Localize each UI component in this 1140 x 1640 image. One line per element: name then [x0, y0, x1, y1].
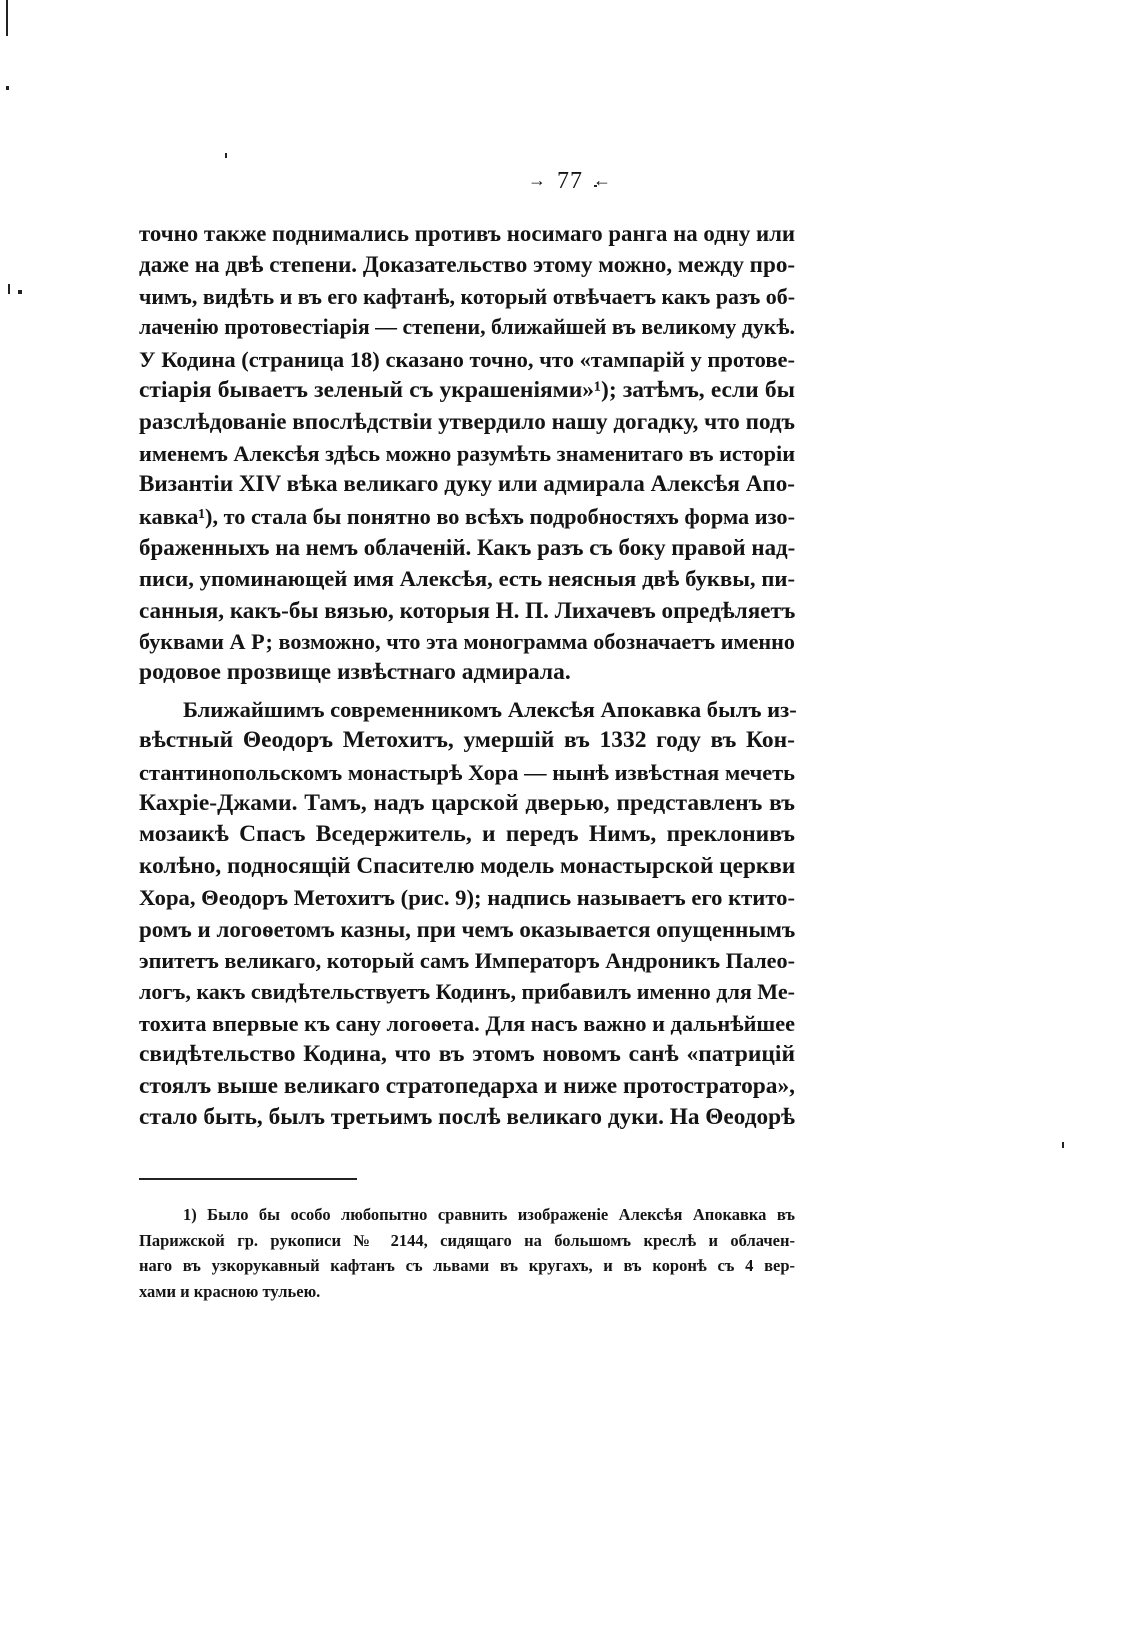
- text-line: кавка¹), то стала бы понятно во всѣхъ подробностяхъ форма изо-: [139, 503, 795, 529]
- scan-speck: [225, 153, 227, 158]
- scan-speck: [18, 290, 22, 294]
- text-line: санныя, какъ-бы вязью, которыя Н. П. Лихачевъ опредѣляетъ: [139, 596, 796, 623]
- text-line: чимъ, видѣть и въ его кафтанѣ, который отвѣчаетъ какъ разъ об-: [139, 283, 796, 309]
- scan-speck: [1062, 1142, 1064, 1148]
- paragraph: [139, 694, 795, 1133]
- header-left-ornament: →: [528, 170, 547, 190]
- text-line: писи, упоминающей имя Алексѣя, есть неясныя двѣ буквы, пи-: [139, 566, 795, 592]
- text-line: мозаикѣ Спасъ Вседержитель, и передъ Нимъ, преклонивъ: [139, 821, 795, 848]
- text-line: разслѣдованіе впослѣдствіи утвердило нашу догадку, что подъ: [139, 408, 795, 435]
- text-line: свидѣтельство Кодина, что въ этомъ новомъ санѣ «патрицій: [139, 1041, 795, 1068]
- footnote-line: Парижской гр. рукописи № 2144, сидящаго на большомъ креслѣ и облачен-: [139, 1230, 795, 1250]
- body-text: [139, 218, 795, 1133]
- text-line: Ближайшимъ современникомъ Алексѣя Апокавка былъ из-: [183, 696, 797, 722]
- text-line: стіарія бываетъ зеленый съ украшеніями»¹); затѣмъ, если бы: [139, 376, 795, 403]
- text-line: вѣстный Θеодоръ Метохитъ, умершій въ 1332 году въ Кон-: [139, 727, 795, 754]
- text-line: логъ, какъ свидѣтельствуетъ Кодинъ, прибавилъ именно для Ме-: [139, 979, 796, 1005]
- text-line: Византіи XIV вѣка великаго дуку или адмирала Алексѣя Апо-: [139, 471, 795, 498]
- paragraph: [139, 218, 795, 689]
- page-header: [0, 168, 1140, 195]
- scan-speck: [6, 86, 9, 90]
- footnote-line: хами и красною тульею.: [139, 1281, 321, 1301]
- text-line: буквами А Р; возможно, что эта монограмма обозначаетъ именно: [139, 629, 795, 655]
- footnote-line: 1) Было бы особо любопытно сравнить изображеніе Алексѣя Апокавка въ: [183, 1205, 795, 1224]
- text-line: эпитетъ великаго, который самъ Императоръ Андроникъ Палео-: [139, 947, 795, 973]
- text-line: У Кодина (страница 18) сказано точно, что «тампарій у протове-: [139, 346, 795, 372]
- text-line: точно также поднимались противъ носимаго ранга на одну или: [139, 221, 796, 246]
- text-line: лаченію протовестіарія — степени, ближайшей въ великому дукѣ.: [139, 315, 795, 340]
- text-line: Хора, Θеодоръ Метохитъ (рис. 9); надпись называетъ его ктито-: [139, 885, 795, 911]
- footnote: [139, 1202, 795, 1304]
- text-line: даже на двѣ степени. Доказательство этому можно, между про-: [139, 251, 796, 278]
- text-line: ромъ и логоѳетомъ казны, при чемъ оказывается опущеннымъ: [139, 916, 796, 942]
- text-line: колѣно, подносящій Спасителю модель монастырской церкви: [139, 852, 796, 879]
- text-line: Кахріе-Джами. Тамъ, надъ царской дверью, представленъ въ: [139, 790, 795, 817]
- text-line: именемъ Алексѣя здѣсь можно разумѣть знаменитаго въ исторіи: [139, 440, 796, 466]
- text-line: браженныхъ на немъ облаченій. Какъ разъ съ боку правой над-: [139, 534, 796, 560]
- scan-mark: [6, 0, 8, 36]
- text-line: тохита впервые къ сану логоѳета. Для насъ важно и дальнѣйшее: [139, 1010, 795, 1036]
- footnote-line: наго въ узкорукавный кафтанъ съ львами въ кругахъ, и въ коронѣ съ 4 вер-: [139, 1256, 795, 1276]
- page-number: 77: [557, 168, 583, 194]
- text-line: родовое прозвище извѣстнаго адмирала.: [139, 659, 571, 686]
- text-line: стало быть, былъ третьимъ послѣ великаго дуки. На Θеодорѣ: [139, 1103, 795, 1130]
- footnote-rule: [139, 1178, 357, 1180]
- text-line: стантинопольскомъ монастырѣ Хора — нынѣ извѣстная мечеть: [139, 759, 795, 785]
- text-line: стоялъ выше великаго стратопедарха и ниже протостратора»,: [139, 1072, 795, 1099]
- header-right-ornament: ←: [593, 170, 612, 190]
- scan-speck: [8, 284, 10, 294]
